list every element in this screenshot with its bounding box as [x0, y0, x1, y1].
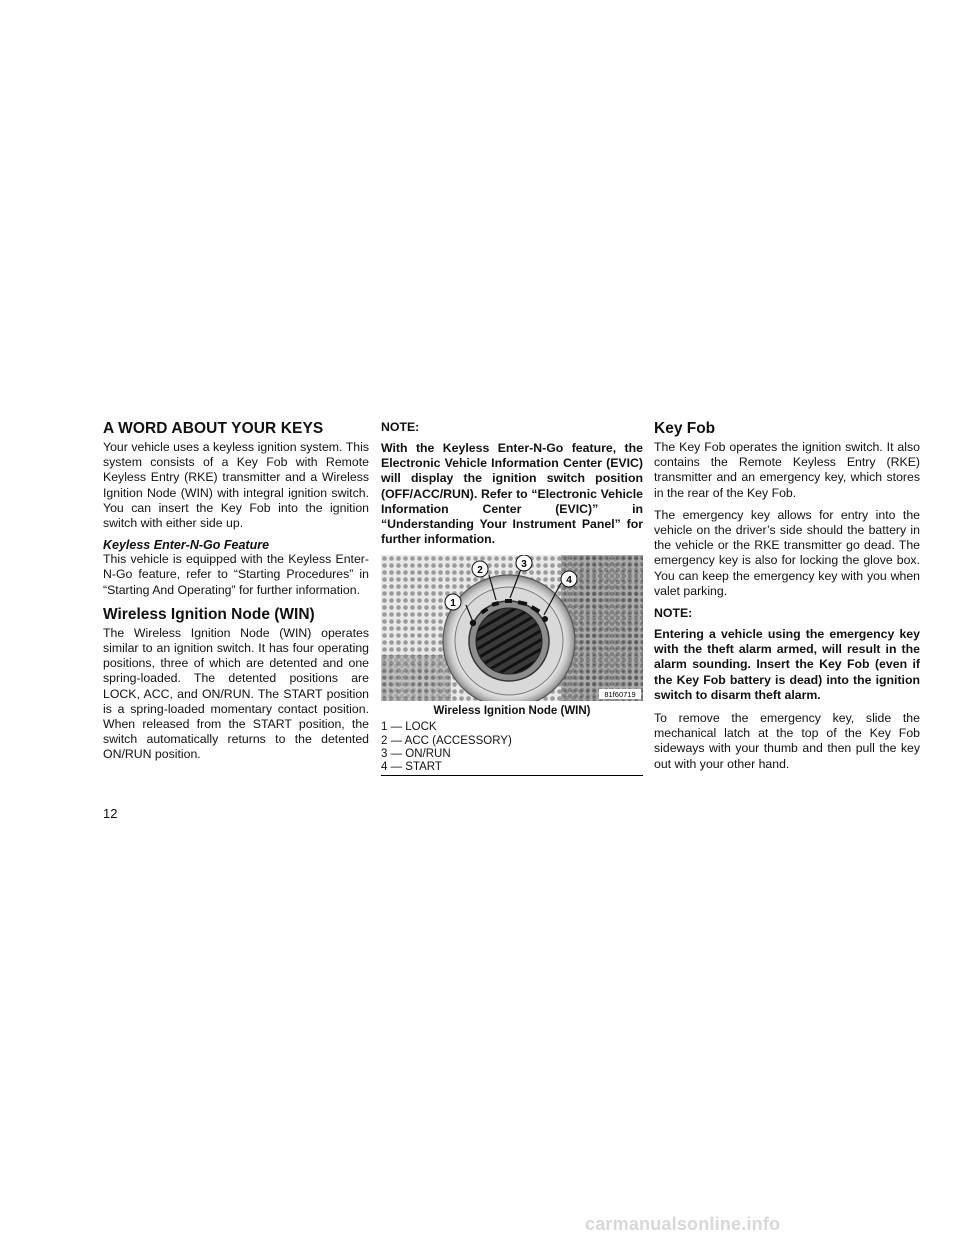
svg-text:4: 4 — [566, 575, 572, 587]
middle-column — [381, 420, 643, 776]
ignition-illustration — [381, 555, 643, 701]
key-fob-paragraph-3: To remove the emergency key, slide the mechanical latch at the top of the Key Fob sideways with your thumb and then pull the key out with your other hand. — [654, 711, 920, 771]
figure-caption: Wireless Ignition Node (WIN) — [433, 705, 591, 718]
section-heading-keys: A WORD ABOUT YOUR KEYS — [103, 420, 324, 437]
figure-code: 81f60719 — [604, 690, 636, 700]
note-label: NOTE: — [654, 606, 693, 621]
win-paragraph: The Wireless Ignition Node (WIN) operates similar to an ignition switch. It has four operating positions, three of which are detented and one spring-loaded. The detented positions are LOCK, ACC, and ON/RUN. The START position is a spring-loaded momentary contact position. When released from the START position, the switch automatically returns to the detented ON/RUN position. — [103, 625, 369, 762]
watermark: carmanualsonline.info — [585, 1214, 781, 1234]
section-heading-key-fob: Key Fob — [654, 420, 716, 437]
legend-item: 1 — LOCK — [381, 721, 437, 734]
keyless-paragraph: This vehicle is equipped with the Keyless Enter-N-Go feature, refer to “Starting Procedures” in “Starting And Operating” for further information. — [103, 552, 369, 597]
svg-text:1: 1 — [450, 598, 456, 610]
legend-item: 3 — ON/RUN — [381, 747, 451, 760]
page-number: 12 — [103, 806, 118, 821]
intro-paragraph: Your vehicle uses a keyless ignition system. This system consists of a Key Fob with Remote Keyless Entry (RKE) transmitter and a Wireless Ignition Node (WIN) with integral ignition switch. You can insert the Key Fob into the ignition switch with either side up. — [103, 440, 369, 531]
key-fob-paragraph-1: The Key Fob operates the ignition switch. It also contains the Remote Keyless Entry (RKE) transmitter and an emergency key, which stores in the rear of the Key Fob. — [654, 440, 920, 500]
callout-3 — [516, 555, 532, 571]
legend-item: 4 — START — [381, 761, 442, 774]
callout-1 — [445, 594, 461, 610]
note-label: NOTE: — [381, 420, 420, 434]
right-column — [654, 420, 920, 779]
note-text: With the Keyless Enter-N-Go feature, the Electronic Vehicle Information Center (EVIC) will display the ignition switch position (OFF/ACC/RUN). Refer to “Electronic Vehicle Information Center (EVIC)” in “Understanding Your Instrument Panel” for further information. — [381, 441, 643, 547]
figure-legend — [381, 721, 643, 774]
svg-text:2: 2 — [477, 565, 483, 577]
svg-text:3: 3 — [521, 559, 527, 571]
legend-divider — [381, 775, 643, 776]
legend-item: 2 — ACC (ACCESSORY) — [381, 734, 512, 747]
left-column — [103, 420, 369, 770]
sub-heading-keyless: Keyless Enter-N-Go Feature — [103, 538, 270, 553]
callout-2 — [472, 561, 488, 577]
callout-4 — [561, 571, 577, 587]
key-fob-paragraph-2: The emergency key allows for entry into the vehicle on the driver’s side should the battery in the vehicle or the RKE transmitter go dead. The emergency key is also for locking the glove box. You can keep the emergency key with you when valet parking. — [654, 507, 920, 598]
section-heading-win: Wireless Ignition Node (WIN) — [103, 605, 315, 623]
note-text: Entering a vehicle using the emergency key with the theft alarm armed, will result in the alarm sounding. Insert the Key Fob (even if the Key Fob battery is dead) into the ignition switch to disarm theft alarm. — [654, 627, 920, 702]
ignition-figure — [381, 555, 643, 701]
